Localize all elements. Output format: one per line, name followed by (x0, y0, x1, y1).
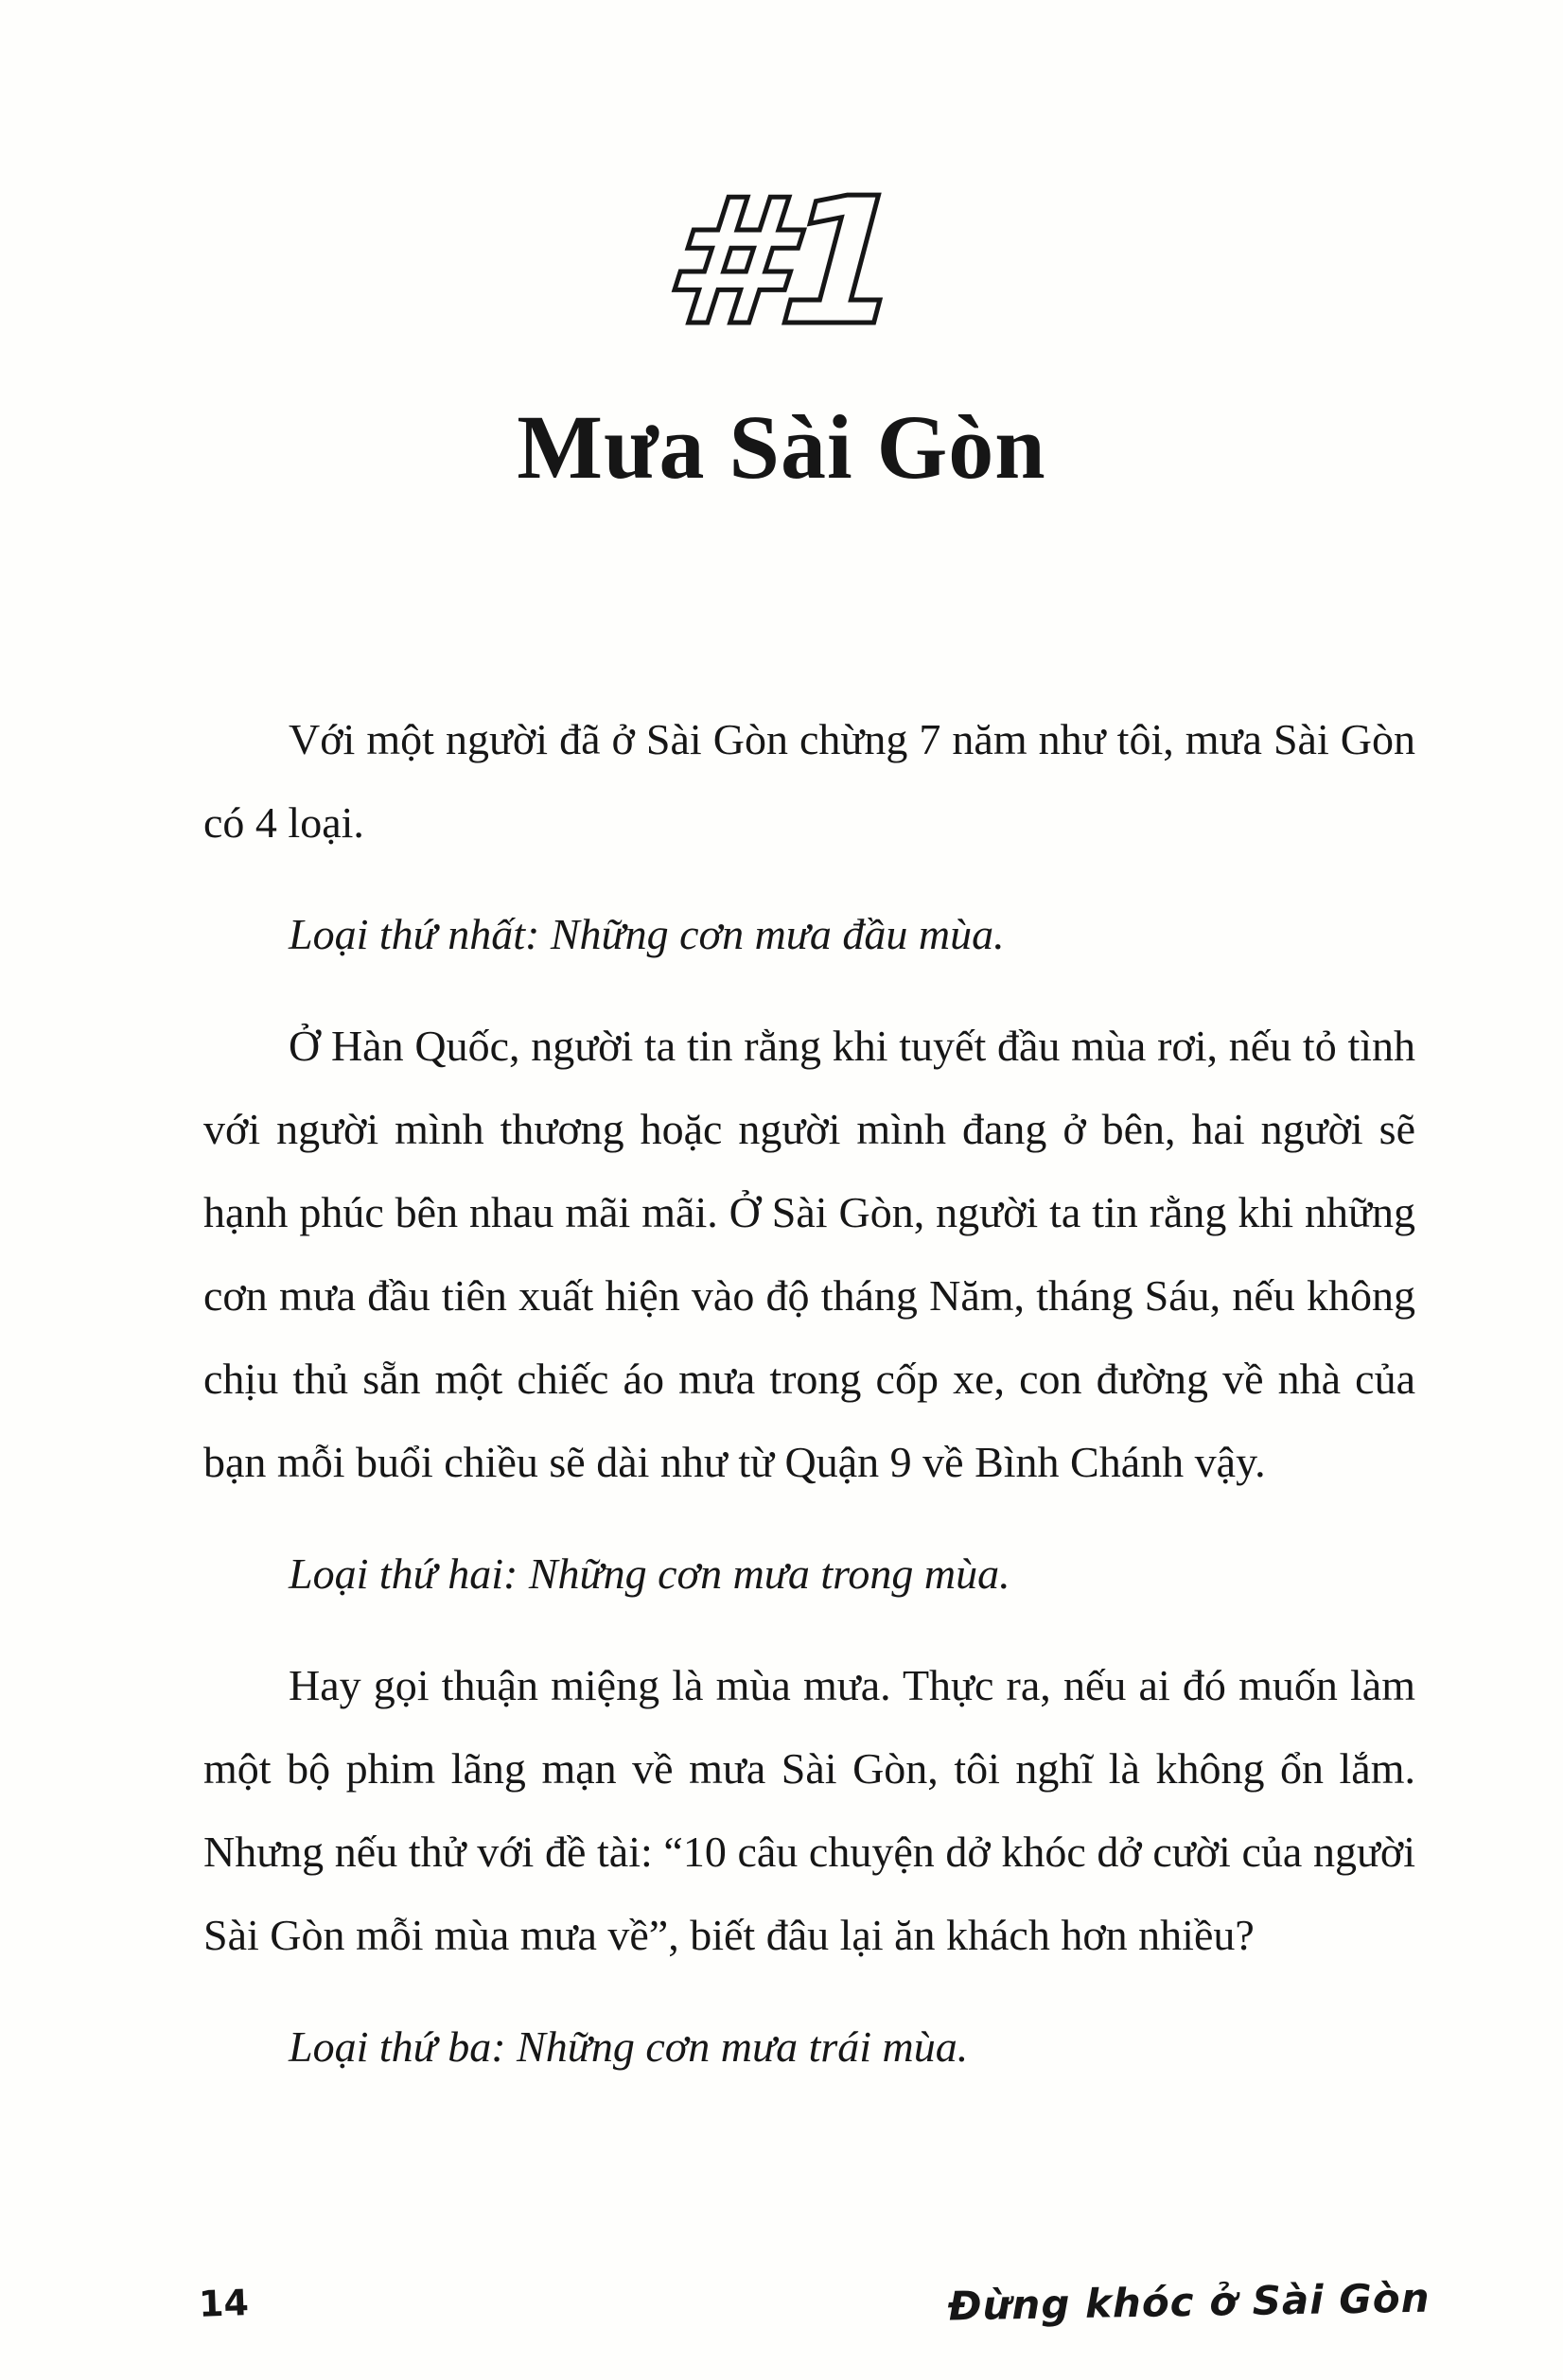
page-number: 14 (198, 2282, 250, 2325)
book-title-footer: Đừng khóc ở Sài Gòn (948, 2274, 1431, 2330)
chapter-title: Mưa Sài Gòn (517, 396, 1046, 498)
chapter-number: #1 (658, 160, 905, 364)
paragraph-in-season-rain: Hay gọi thuận miệng là mùa mưa. Thực ra, nếu ai đó muốn làm một bộ phim lãng mạn về mưa Sài Gòn, tôi nghĩ là không ổn lắm. Nhưng nếu thử với đề tài: “10 câu chuyện dở khóc dở cười của người Sài Gòn mỗi mùa mưa về”, biết đâu lại ăn khách hơn nhiều? (203, 1660, 1415, 1959)
paragraph-subhead-first: Loại thứ nhất: Những cơn mưa đầu mùa. (289, 909, 1005, 958)
paragraph-subhead-third: Loại thứ ba: Những cơn mưa trái mùa. (289, 2021, 969, 2071)
page-footer (198, 2274, 1431, 2330)
chapter-body (0, 498, 1563, 2089)
paragraph-intro: Với một người đã ở Sài Gòn chừng 7 năm như tôi, mưa Sài Gòn có 4 loại. (203, 714, 1415, 847)
chapter-header (0, 0, 1563, 498)
paragraph-subhead-second: Loại thứ hai: Những cơn mưa trong mùa. (289, 1549, 1010, 1598)
paragraph-first-rain: Ở Hàn Quốc, người ta tin rằng khi tuyết đầu mùa rơi, nếu tỏ tình với người mình thương hoặc người mình đang ở bên, hai người sẽ hạnh phúc bên nhau mãi mãi. Ở Sài Gòn, người ta tin rằng khi những cơn mưa đầu tiên xuất hiện vào độ tháng Năm, tháng Sáu, nếu không chịu thủ sẵn một chiếc áo mưa trong cốp xe, con đường về nhà của bạn mỗi buổi chiều sẽ dài như từ Quận 9 về Bình Chánh vậy. (203, 1021, 1415, 1486)
